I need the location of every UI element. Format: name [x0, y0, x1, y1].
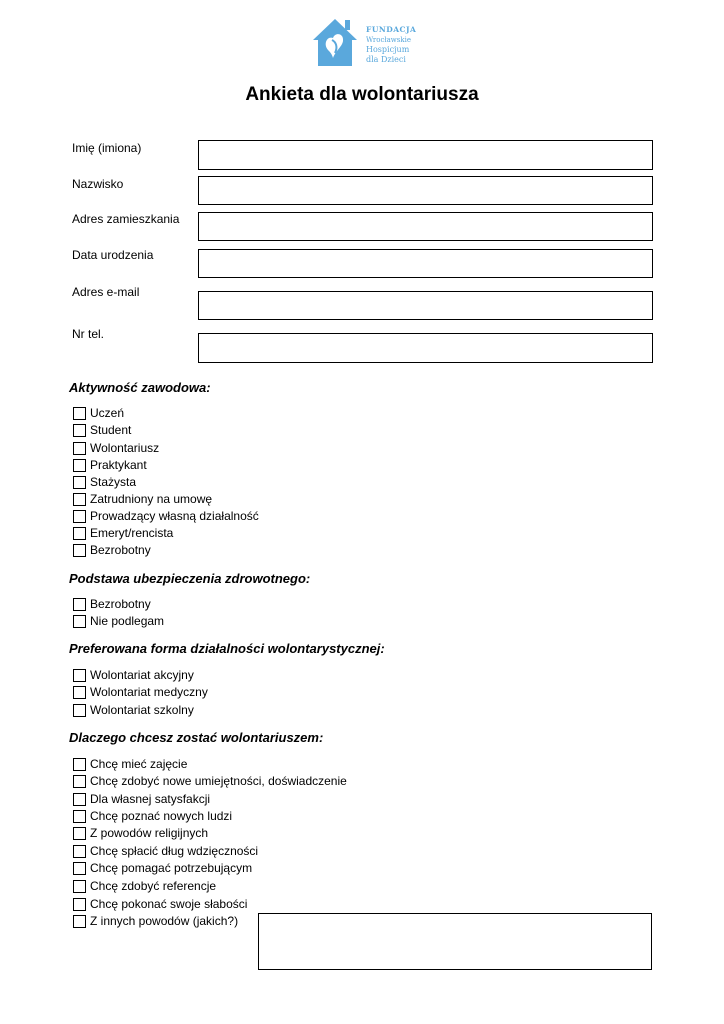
checkbox[interactable] [73, 793, 86, 806]
option-label: Bezrobotny [90, 543, 151, 557]
house-heart-icon [311, 16, 361, 68]
option-label: Chcę mieć zajęcie [90, 757, 188, 771]
option-label: Uczeń [90, 406, 125, 420]
checkbox[interactable] [73, 442, 86, 455]
option-label: Nie podlegam [90, 614, 165, 628]
option-label: Chcę spłacić dług wdzięczności [90, 844, 259, 858]
section-title-insurance: Podstawa ubezpieczenia zdrowotnego: [69, 571, 311, 586]
first-name-label: Imię (imiona) [72, 141, 142, 155]
checkbox[interactable] [73, 810, 86, 823]
checkbox[interactable] [73, 424, 86, 437]
birth-date-label: Data urodzenia [72, 248, 154, 262]
checkbox[interactable] [73, 880, 86, 893]
option-label: Prowadzący własną działalność [90, 509, 259, 523]
option-label: Chcę pokonać swoje słabości [90, 897, 248, 911]
option-label: Dla własnej satysfakcji [90, 792, 211, 806]
option-label: Wolontariat akcyjny [90, 668, 194, 682]
checkbox[interactable] [73, 704, 86, 717]
checkbox[interactable] [73, 827, 86, 840]
first-name-field[interactable] [198, 140, 653, 170]
option-label: Chcę pomagać potrzebującym [90, 861, 253, 875]
page-title: Ankieta dla wolontariusza [245, 84, 479, 105]
checkbox[interactable] [73, 915, 86, 928]
checkbox[interactable] [73, 862, 86, 875]
checkbox[interactable] [73, 898, 86, 911]
option-label: Wolontariat szkolny [90, 703, 194, 717]
section-title-occupation: Aktywność zawodowa: [69, 380, 211, 395]
option-label: Wolontariusz [90, 441, 160, 455]
checkbox[interactable] [73, 476, 86, 489]
checkbox[interactable] [73, 775, 86, 788]
checkbox[interactable] [73, 845, 86, 858]
foundation-logo [311, 16, 417, 68]
option-label: Z innych powodów (jakich?) [90, 914, 239, 928]
phone-label: Nr tel. [72, 327, 105, 341]
checkbox[interactable] [73, 544, 86, 557]
address-field[interactable] [198, 212, 653, 241]
option-label: Chcę zdobyć nowe umiejętności, doświadczenie [90, 774, 347, 788]
address-label: Adres zamieszkania [72, 212, 180, 226]
option-label: Wolontariat medyczny [90, 685, 208, 699]
checkbox[interactable] [73, 686, 86, 699]
checkbox[interactable] [73, 758, 86, 771]
option-label: Chcę poznać nowych ludzi [90, 809, 233, 823]
option-label: Bezrobotny [90, 597, 151, 611]
other-reason-field[interactable] [258, 913, 652, 970]
option-label: Zatrudniony na umowę [90, 492, 213, 506]
checkbox[interactable] [73, 615, 86, 628]
checkbox[interactable] [73, 407, 86, 420]
phone-field[interactable] [198, 333, 653, 363]
option-label: Z powodów religijnych [90, 826, 209, 840]
last-name-label: Nazwisko [72, 177, 124, 191]
email-field[interactable] [198, 291, 653, 320]
checkbox[interactable] [73, 669, 86, 682]
checkbox[interactable] [73, 459, 86, 472]
option-label: Student [90, 423, 132, 437]
checkbox[interactable] [73, 527, 86, 540]
email-label: Adres e-mail [72, 285, 140, 299]
option-label: Praktykant [90, 458, 147, 472]
checkbox[interactable] [73, 493, 86, 506]
last-name-field[interactable] [198, 176, 653, 205]
logo-text: FUNDACJA Wrocławskie Hospicjum dla Dzieci [366, 25, 417, 64]
option-label: Emeryt/rencista [90, 526, 174, 540]
section-title-volunteering-form: Preferowana forma działalności wolontarystycznej: [69, 641, 385, 656]
option-label: Stażysta [90, 475, 137, 489]
checkbox[interactable] [73, 510, 86, 523]
section-title-motivation: Dlaczego chcesz zostać wolontariuszem: [69, 730, 324, 745]
checkbox[interactable] [73, 598, 86, 611]
option-label: Chcę zdobyć referencje [90, 879, 217, 893]
birth-date-field[interactable] [198, 249, 653, 278]
